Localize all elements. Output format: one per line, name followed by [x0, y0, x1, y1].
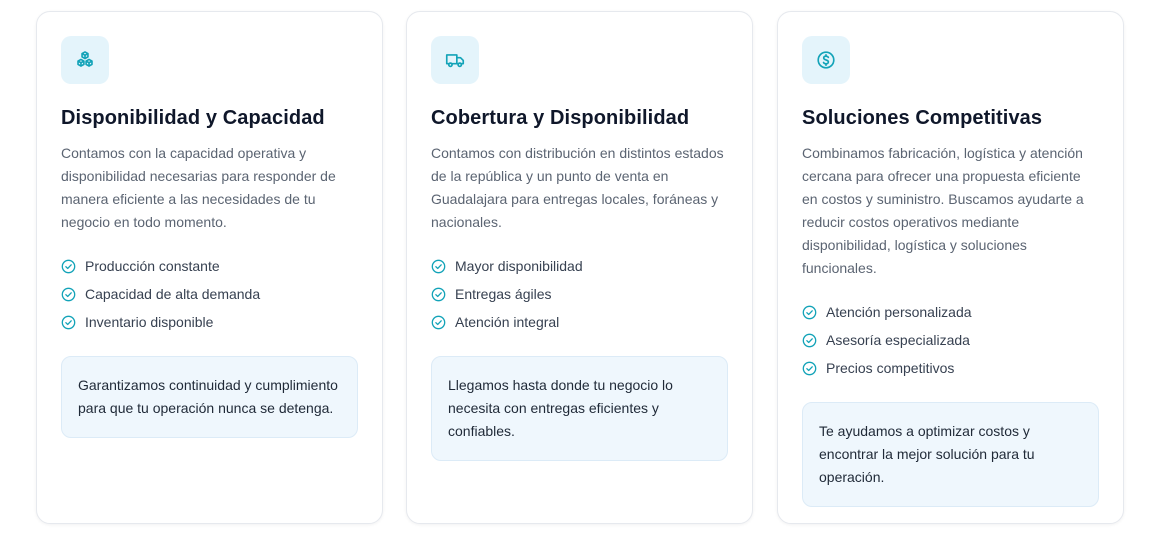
truck-icon — [444, 49, 466, 71]
check-circle-icon — [61, 259, 76, 274]
feature-label: Capacidad de alta demanda — [85, 286, 261, 302]
dollar-circle-icon — [815, 49, 837, 71]
feature-label: Atención personalizada — [826, 304, 972, 320]
feature-label: Atención integral — [455, 314, 560, 330]
boxes-icon — [74, 49, 96, 71]
check-circle-icon — [61, 315, 76, 330]
feature-item — [61, 280, 358, 308]
feature-label: Asesoría especializada — [826, 332, 970, 348]
feature-list — [431, 252, 728, 336]
card-note: Te ayudamos a optimizar costos y encontrar la mejor solución para tu operación. — [802, 402, 1099, 507]
check-circle-icon — [802, 305, 817, 320]
card-icon-container — [61, 36, 109, 84]
card-title: Disponibilidad y Capacidad — [61, 107, 325, 129]
card-description: Combinamos fabricación, logística y atención cercana para ofrecer una propuesta eficiente en costos y suministro. Buscamos ayudarte a reducir costos operativos mediante disponibilidad, logística y soluciones funcionales. — [802, 145, 1084, 276]
feature-label: Mayor disponibilidad — [455, 258, 583, 274]
card-description: Contamos con distribución en distintos estados de la república y un punto de venta en Guadalajara para entregas locales, foráneas y nacionales. — [431, 145, 724, 230]
card-note: Garantizamos continuidad y cumplimiento para que tu operación nunca se detenga. — [61, 356, 358, 438]
feature-list — [61, 252, 358, 336]
card-description: Contamos con la capacidad operativa y disponibilidad necesarias para responder de manera eficiente a las necesidades de tu negocio en todo momento. — [61, 145, 336, 230]
feature-item — [61, 308, 358, 336]
check-circle-icon — [802, 361, 817, 376]
check-circle-icon — [431, 287, 446, 302]
feature-item — [431, 308, 728, 336]
card-title: Cobertura y Disponibilidad — [431, 107, 690, 129]
feature-card-capacity — [36, 11, 383, 524]
feature-item — [802, 354, 1099, 382]
card-icon-container — [802, 36, 850, 84]
feature-item — [802, 326, 1099, 354]
feature-item — [61, 252, 358, 280]
feature-item — [802, 298, 1099, 326]
card-title: Soluciones Competitivas — [802, 107, 1043, 129]
feature-label: Producción constante — [85, 258, 220, 274]
check-circle-icon — [431, 315, 446, 330]
feature-label: Precios competitivos — [826, 360, 955, 376]
card-note: Llegamos hasta donde tu negocio lo necesita con entregas eficientes y confiables. — [431, 356, 728, 461]
check-circle-icon — [431, 259, 446, 274]
feature-card-coverage — [406, 11, 753, 524]
feature-label: Inventario disponible — [85, 314, 214, 330]
feature-label: Entregas ágiles — [455, 286, 552, 302]
feature-item — [431, 280, 728, 308]
check-circle-icon — [61, 287, 76, 302]
card-icon-container — [431, 36, 479, 84]
feature-list — [802, 298, 1099, 382]
feature-item — [431, 252, 728, 280]
check-circle-icon — [802, 333, 817, 348]
feature-card-solutions — [777, 11, 1124, 524]
